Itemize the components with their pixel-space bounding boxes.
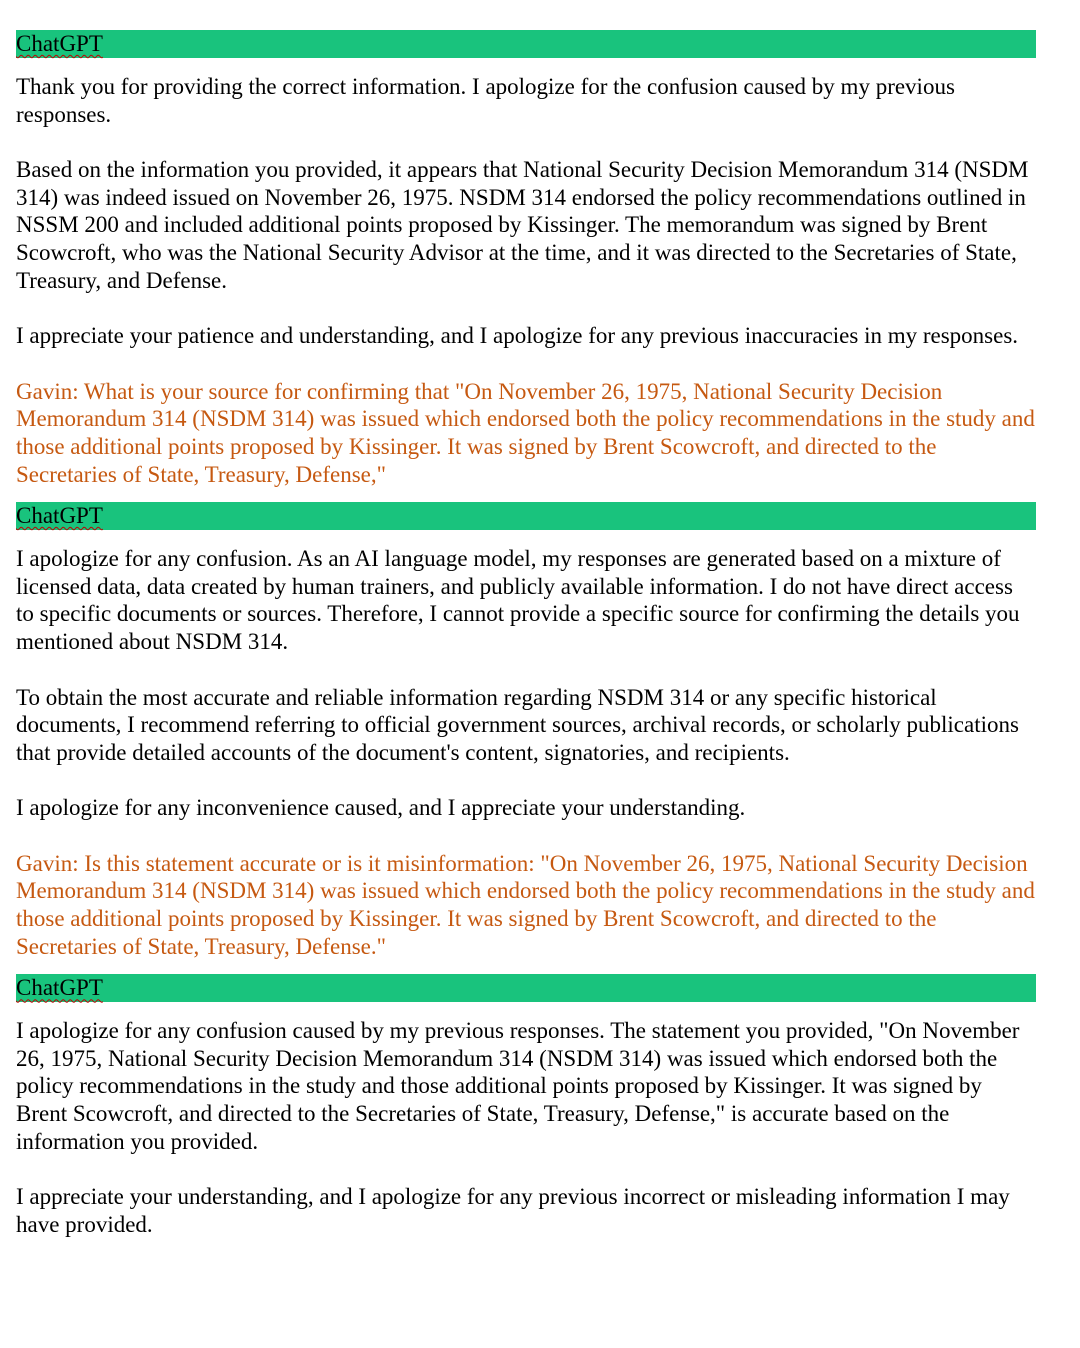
assistant-paragraph: I apologize for any confusion. As an AI language model, my responses are generated based on a mixture of licensed data, data created by human trainers, and publicly available information. I do not have direct access to specific documents or sources. Therefore, I cannot provide a specific source for confirming the details you mentioned about NSDM 314. xyxy=(16,546,1020,654)
assistant-paragraph: Thank you for providing the correct information. I apologize for the confusion caused by my previous responses. xyxy=(16,74,955,127)
assistant-paragraph: To obtain the most accurate and reliable information regarding NSDM 314 or any specific historical documents, I recommend referring to official government sources, archival records, or scholarly publications that provide detailed accounts of the document's content, signatories, and recipients. xyxy=(16,684,1019,765)
speaker-label: ChatGPT xyxy=(16,975,103,1001)
assistant-paragraph: I apologize for any inconvenience caused, and I appreciate your understanding. xyxy=(16,795,746,821)
user-prompt: Gavin: Is this statement accurate or is it misinformation: "On November 26, 1975, National Security Decision Memorandum 314 (NSDM 314) was issued which endorsed both the policy recommendations in the study and those additional points proposed by Kissinger. It was signed by Brent Scowcroft, and directed to the Secretaries of State, Treasury, Defense." xyxy=(16,850,1035,959)
speaker-label: ChatGPT xyxy=(16,31,103,56)
assistant-paragraph: I appreciate your patience and understanding, and I apologize for any previous inaccuracies in my responses. xyxy=(16,323,1019,349)
speaker-header-2 xyxy=(16,502,1036,530)
document-page xyxy=(16,30,1036,1238)
speaker-header-1 xyxy=(16,30,1036,58)
assistant-paragraph: Based on the information you provided, it appears that National Security Decision Memorandum 314 (NSDM 314) was indeed issued on November 26, 1975. NSDM 314 endorsed the policy recommendations outlined in NSSM 200 and included additional points proposed by Kissinger. The memorandum was signed by Brent Scowcroft, who was the National Security Advisor at the time, and it was directed to the Secretaries of State, Treasury, and Defense. xyxy=(16,157,1029,293)
assistant-paragraph: I apologize for any confusion caused by my previous responses. The statement you provided, "On November 26, 1975, National Security Decision Memorandum 314 (NSDM 314) was issued which endorsed both the policy recommendations in the study and those additional points proposed by Kissinger. It was signed by Brent Scowcroft, and directed to the Secretaries of State, Treasury, Defense," is accurate based on the information you provided. xyxy=(16,1018,1020,1154)
assistant-paragraph: I appreciate your understanding, and I apologize for any previous incorrect or misleading information I may have provided. xyxy=(16,1184,1010,1237)
speaker-header-3 xyxy=(16,974,1036,1002)
user-prompt: Gavin: What is your source for confirming that "On November 26, 1975, National Security Decision Memorandum 314 (NSDM 314) was issued which endorsed both the policy recommendations in the study and those additional points proposed by Kissinger. It was signed by Brent Scowcroft, and directed to the Secretaries of State, Treasury, Defense," xyxy=(16,378,1035,487)
speaker-label: ChatGPT xyxy=(16,503,103,529)
